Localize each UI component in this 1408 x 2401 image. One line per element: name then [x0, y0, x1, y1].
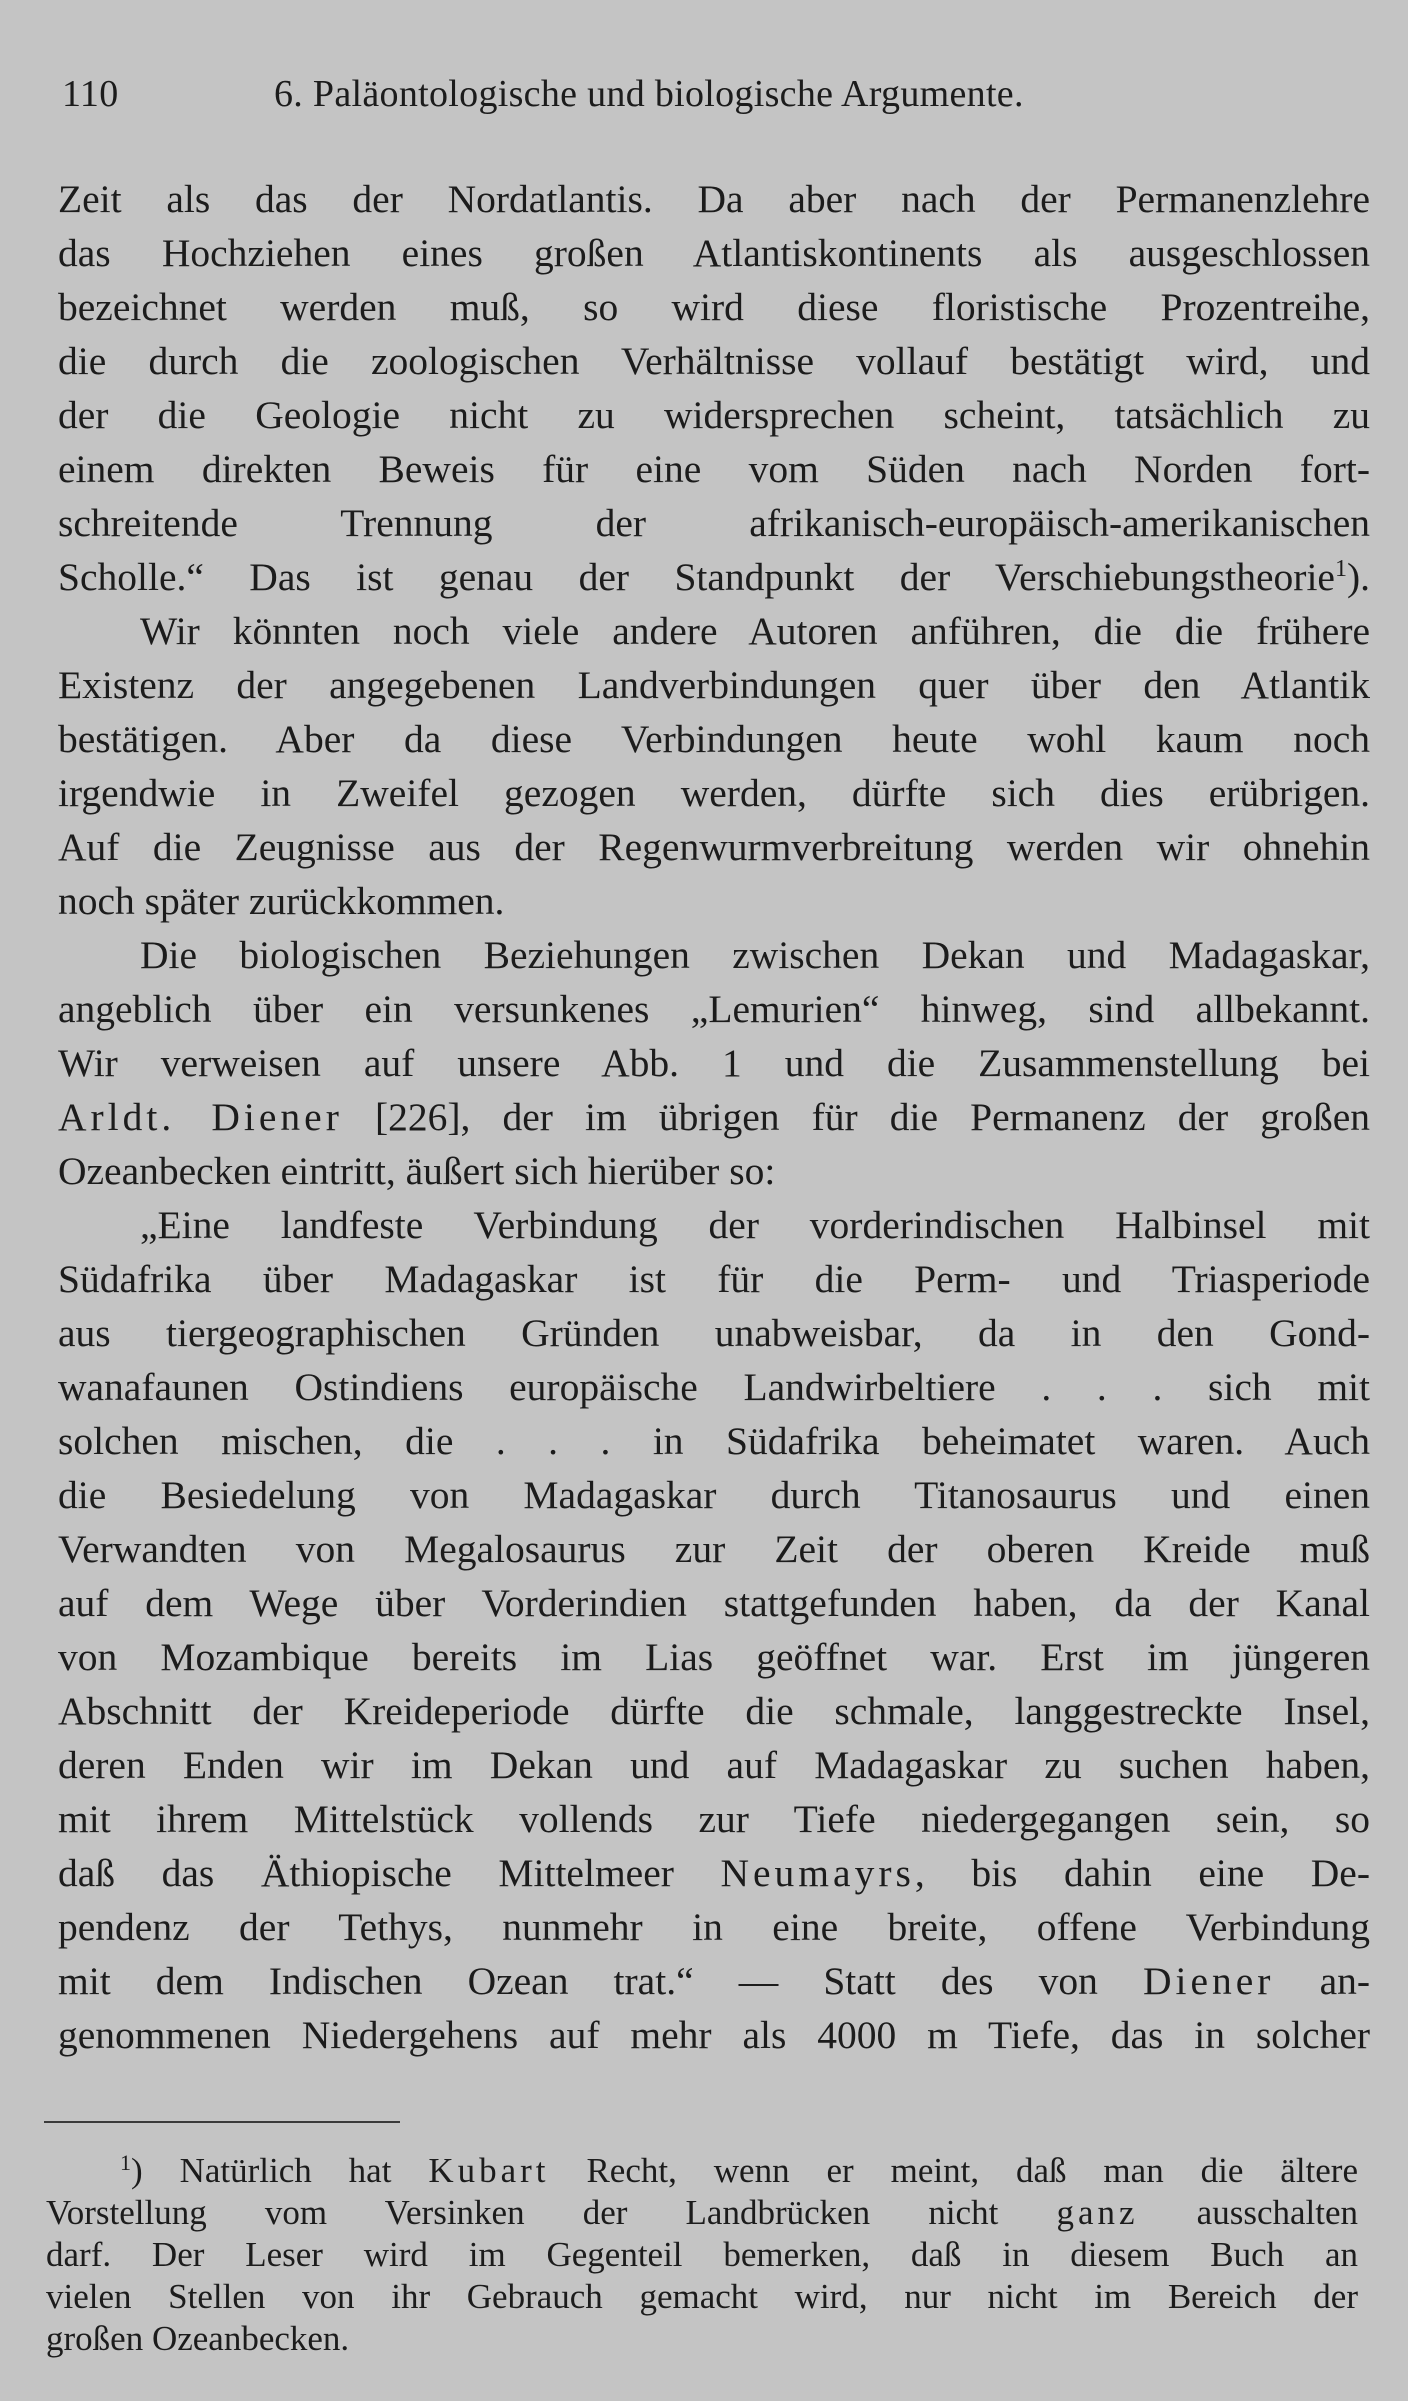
- text-run: Recht, wenn er meint, daß man die ältere: [549, 2151, 1358, 2190]
- text-run: Ozeanbecken eintritt, äußert sich hierüber so:: [58, 1149, 776, 1193]
- body-line: [58, 1684, 1370, 1738]
- text-run: daß das Äthiopische Mittelmeer: [58, 1851, 721, 1895]
- text-run: solchen mischen, die . . . in Südafrika beheimatet waren. Auch: [58, 1419, 1370, 1463]
- text-run: Verwandten von Megalosaurus zur Zeit der oberen Kreide muß: [58, 1527, 1370, 1571]
- body-line: [58, 2008, 1370, 2062]
- body-line: [58, 1792, 1370, 1846]
- footnotes-line: [46, 2318, 1358, 2360]
- body-line: [58, 1738, 1370, 1792]
- body-line: [58, 388, 1370, 442]
- text-run: angeblich über ein versunkenes „Lemurien“ hinweg, sind allbekannt.: [58, 987, 1370, 1031]
- text-run: darf. Der Leser wird im Gegenteil bemerken, daß in diesem Buch an: [46, 2235, 1358, 2274]
- text-run: mit dem Indischen Ozean trat.“ — Statt des von: [58, 1959, 1143, 2003]
- body-line: [58, 1252, 1370, 1306]
- spaced-name: Diener: [211, 1095, 343, 1139]
- body-line: [58, 1198, 1370, 1252]
- body-line: [58, 1576, 1370, 1630]
- text-run: Abschnitt der Kreideperiode dürfte die schmale, langgestreckte Insel,: [58, 1689, 1370, 1733]
- text-run: einem direkten Beweis für eine vom Süden nach Norden fort-: [58, 447, 1370, 491]
- running-header: [62, 64, 1352, 124]
- text-run: Die biologischen Beziehungen zwischen Dekan und Madagaskar,: [140, 933, 1370, 977]
- footnotes-line: [46, 2234, 1358, 2276]
- text-run: schreitende Trennung der afrikanisch-europäisch-amerikanischen: [58, 501, 1370, 545]
- page-number: 110: [62, 73, 119, 115]
- text-run: an-: [1274, 1959, 1370, 2003]
- text-run: mit ihrem Mittelstück vollends zur Tiefe niedergegangen sein, so: [58, 1797, 1370, 1841]
- footnotes-line: [46, 2192, 1358, 2234]
- body-line: [58, 1630, 1370, 1684]
- body-line: [58, 550, 1370, 604]
- text-run: Existenz der angegebenen Landverbindungen quer über den Atlantik: [58, 663, 1370, 707]
- body-line: [58, 874, 1370, 928]
- text-run: Wir könnten noch viele andere Autoren anführen, die die frühere: [140, 609, 1370, 653]
- footnotes-line: [46, 2276, 1358, 2318]
- text-run: ).: [1346, 555, 1370, 599]
- footnote-marker: 1: [120, 2150, 131, 2175]
- body-line: [58, 820, 1370, 874]
- text-run: bestätigen. Aber da diese Verbindungen heute wohl kaum noch: [58, 717, 1370, 761]
- text-run: vielen Stellen von ihr Gebrauch gemacht wird, nur nicht im Bereich der: [46, 2277, 1358, 2316]
- footnotes-line: [46, 2150, 1358, 2192]
- footnote-reference: 1: [1334, 556, 1347, 582]
- text-run: wanafaunen Ostindiens europäische Landwirbeltiere . . . sich mit: [58, 1365, 1370, 1409]
- text-run: irgendwie in Zweifel gezogen werden, dürfte sich dies erübrigen.: [58, 771, 1370, 815]
- body-line: [58, 1846, 1370, 1900]
- body-line: [58, 1900, 1370, 1954]
- spaced-name: ganz: [1056, 2193, 1139, 2232]
- text-run: [226], der im übrigen für die Permanenz der großen: [342, 1095, 1370, 1139]
- body-line: [58, 1414, 1370, 1468]
- text-run: noch später zurückkommen.: [58, 879, 505, 923]
- text-run: „Eine landfeste Verbindung der vorderindischen Halbinsel mit: [140, 1203, 1370, 1247]
- text-run: Wir verweisen auf unsere Abb. 1 und die Zusammenstellung bei: [58, 1041, 1370, 1085]
- body-line: [58, 1036, 1370, 1090]
- body-line: [58, 712, 1370, 766]
- spaced-name: Diener: [1142, 1959, 1275, 2003]
- spaced-name: Neumayrs: [720, 1851, 915, 1895]
- body-line: [58, 604, 1370, 658]
- text-run: Scholle.“ Das ist genau der Standpunkt der Verschiebungstheorie: [58, 555, 1335, 599]
- text-run: Südafrika über Madagaskar ist für die Perm- und Triasperiode: [58, 1257, 1370, 1301]
- text-run: der die Geologie nicht zu widersprechen scheint, tatsächlich zu: [58, 393, 1370, 437]
- body-line: [58, 334, 1370, 388]
- text-run: von Mozambique bereits im Lias geöffnet war. Erst im jüngeren: [58, 1635, 1370, 1679]
- spaced-name: Arldt.: [58, 1095, 212, 1139]
- footnote-separator: [44, 2121, 400, 2123]
- footnotes: [46, 2150, 1358, 2360]
- text-run: auf dem Wege über Vorderindien stattgefunden haben, da der Kanal: [58, 1581, 1370, 1625]
- body-line: [58, 1468, 1370, 1522]
- body-line: [58, 496, 1370, 550]
- text-run: bezeichnet werden muß, so wird diese floristische Prozentreihe,: [58, 285, 1370, 329]
- body-line: [58, 1522, 1370, 1576]
- body-line: [58, 982, 1370, 1036]
- text-run: aus tiergeographischen Gründen unabweisbar, da in den Gond-: [58, 1311, 1370, 1355]
- text-run: die Besiedelung von Madagaskar durch Titanosaurus und einen: [58, 1473, 1370, 1517]
- body-line: [58, 1144, 1370, 1198]
- text-run: großen Ozeanbecken.: [46, 2319, 350, 2358]
- text-run: deren Enden wir im Dekan und auf Madagaskar zu suchen haben,: [58, 1743, 1370, 1787]
- text-run: Zeit als das der Nordatlantis. Da aber nach der Permanenzlehre: [58, 177, 1370, 221]
- text-run: ausschalten: [1138, 2193, 1358, 2232]
- body-line: [58, 280, 1370, 334]
- body-line: [58, 442, 1370, 496]
- body-line: [58, 1090, 1370, 1144]
- body-line: [58, 928, 1370, 982]
- body-line: [58, 1306, 1370, 1360]
- body-line: [58, 172, 1370, 226]
- body-line: [58, 1954, 1370, 2008]
- text-run: pendenz der Tethys, nunmehr in eine breite, offene Verbindung: [58, 1905, 1370, 1949]
- body-line: [58, 226, 1370, 280]
- text-run: ) Natürlich hat: [131, 2151, 429, 2190]
- text-run: Vorstellung vom Versinken der Landbrücken nicht: [46, 2193, 1057, 2232]
- running-title: 6. Paläontologische und biologische Argumente.: [274, 73, 1024, 115]
- spaced-name: Kubart: [428, 2151, 550, 2190]
- body-text: [58, 172, 1370, 2062]
- text-run: genommenen Niedergehens auf mehr als 4000 m Tiefe, das in solcher: [58, 2013, 1370, 2057]
- text-run: , bis dahin eine De-: [914, 1851, 1370, 1895]
- text-run: die durch die zoologischen Verhältnisse vollauf bestätigt wird, und: [58, 339, 1370, 383]
- body-line: [58, 658, 1370, 712]
- body-line: [58, 766, 1370, 820]
- body-line: [58, 1360, 1370, 1414]
- text-run: Auf die Zeugnisse aus der Regenwurmverbreitung werden wir ohnehin: [58, 825, 1370, 869]
- text-run: das Hochziehen eines großen Atlantiskontinents als ausgeschlossen: [58, 231, 1370, 275]
